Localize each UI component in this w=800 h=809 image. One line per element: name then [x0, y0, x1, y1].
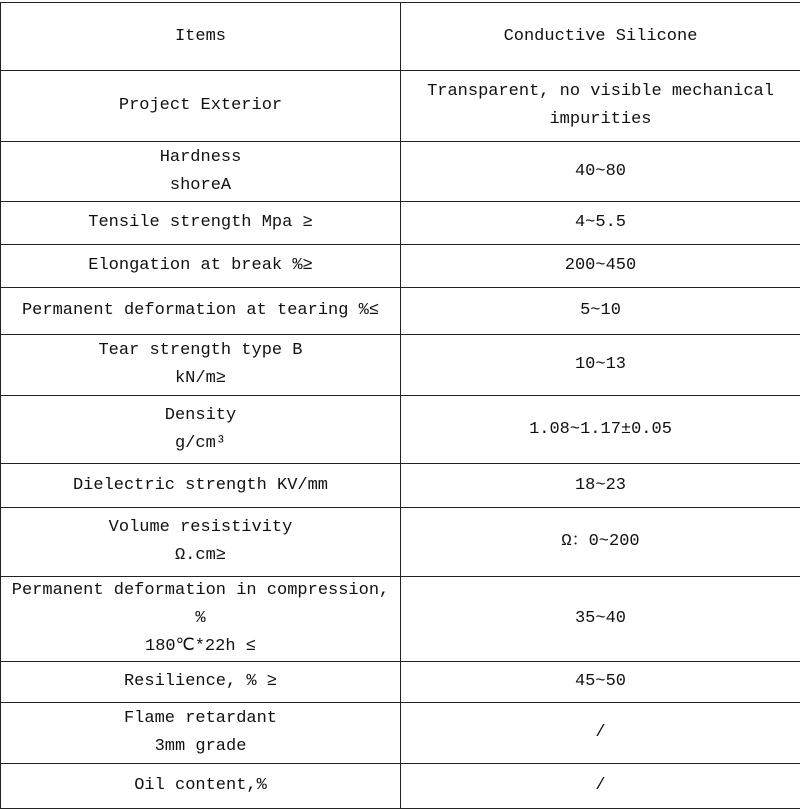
table-row	[1, 577, 800, 662]
table-row	[1, 71, 800, 142]
row-value: Transparent, no visible mechanical impurities	[401, 71, 800, 142]
table-row	[1, 396, 800, 464]
row-value: 200~450	[401, 245, 800, 288]
row-value: Ω：0~200	[401, 508, 800, 577]
row-value: 4~5.5	[401, 202, 800, 245]
row-label: Resilience, % ≥	[1, 662, 401, 703]
table-row	[1, 464, 800, 508]
row-label: Density g/cm³	[1, 396, 401, 464]
table-row	[1, 142, 800, 202]
table-row	[1, 764, 800, 809]
row-value: 1.08~1.17±0.05	[401, 396, 800, 464]
row-label: Project Exterior	[1, 71, 401, 142]
row-value: 40~80	[401, 142, 800, 202]
table-row	[1, 703, 800, 764]
row-label: Tear strength type B kN/m≥	[1, 335, 401, 396]
row-label: Volume resistivity Ω.cm≥	[1, 508, 401, 577]
row-label: Permanent deformation in compression, % 180℃*22h ≤	[1, 577, 401, 662]
row-label: Flame retardant 3mm grade	[1, 703, 401, 764]
row-value: 45~50	[401, 662, 800, 703]
spec-table	[0, 2, 800, 809]
table-row	[1, 245, 800, 288]
row-label: Hardness shoreA	[1, 142, 401, 202]
table-row	[1, 508, 800, 577]
header-items: Items	[1, 3, 401, 71]
row-label: Permanent deformation at tearing %≤	[1, 288, 401, 335]
table-row	[1, 335, 800, 396]
row-value: 18~23	[401, 464, 800, 508]
row-value: 5~10	[401, 288, 800, 335]
row-label: Oil content,%	[1, 764, 401, 809]
row-label: Tensile strength Mpa ≥	[1, 202, 401, 245]
row-value: /	[401, 764, 800, 809]
row-label: Dielectric strength KV/mm	[1, 464, 401, 508]
table-header-row	[1, 3, 800, 71]
row-value: 10~13	[401, 335, 800, 396]
row-label: Elongation at break %≥	[1, 245, 401, 288]
header-conductive-silicone: Conductive Silicone	[401, 3, 800, 71]
table-row	[1, 288, 800, 335]
row-value: /	[401, 703, 800, 764]
table-row	[1, 202, 800, 245]
table-row	[1, 662, 800, 703]
row-value: 35~40	[401, 577, 800, 662]
